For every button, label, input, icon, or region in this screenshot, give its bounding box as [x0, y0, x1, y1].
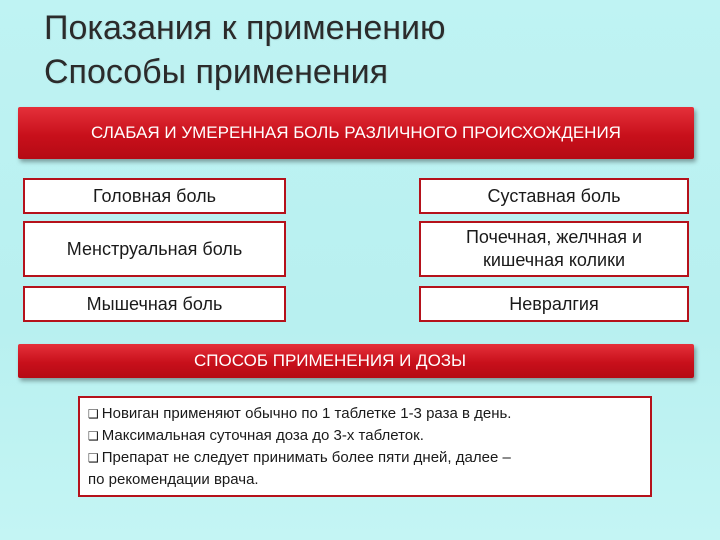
dosage-line-continuation: по рекомендации врача.: [88, 471, 259, 488]
indications-header-text: СЛАБАЯ И УМЕРЕННАЯ БОЛЬ РАЗЛИЧНОГО ПРОИСХОЖДЕНИЯ: [91, 123, 621, 142]
indication-colic-text: Почечная, желчная и кишечная колики: [465, 227, 643, 270]
dosage-box: [78, 396, 652, 497]
indication-neuralgia: Невралгия: [419, 286, 689, 322]
indication-headache: Головная боль: [23, 178, 286, 214]
indication-joint-pain: Суставная боль: [419, 178, 689, 214]
dosage-line-text: Препарат не следует принимать более пяти дней, далее –: [101, 449, 511, 466]
dosage-header: [18, 344, 694, 378]
dosage-line: [88, 403, 642, 425]
indication-muscle-pain: Мышечная боль: [23, 286, 286, 322]
title-line-1: Показания к применению: [44, 9, 446, 47]
dosage-line-text: Новиган применяют обычно по 1 таблетке 1-3 раза в день.: [101, 405, 512, 422]
dosage-line: [88, 447, 642, 469]
checkbox-bullet-icon: ❑: [88, 429, 99, 443]
dosage-line-text: Максимальная суточная доза до 3-х таблеток.: [101, 427, 424, 444]
dosage-line: [88, 425, 642, 447]
page-title: [44, 6, 684, 94]
checkbox-bullet-icon: ❑: [88, 451, 99, 465]
dosage-header-text: СПОСОБ ПРИМЕНЕНИЯ И ДОЗЫ: [194, 351, 467, 370]
indication-menstrual-pain: Менструальная боль: [23, 221, 286, 277]
indications-header: [18, 107, 694, 159]
title-line-2: Способы применения: [44, 53, 388, 91]
checkbox-bullet-icon: ❑: [88, 407, 99, 421]
indication-colic: [419, 221, 689, 277]
